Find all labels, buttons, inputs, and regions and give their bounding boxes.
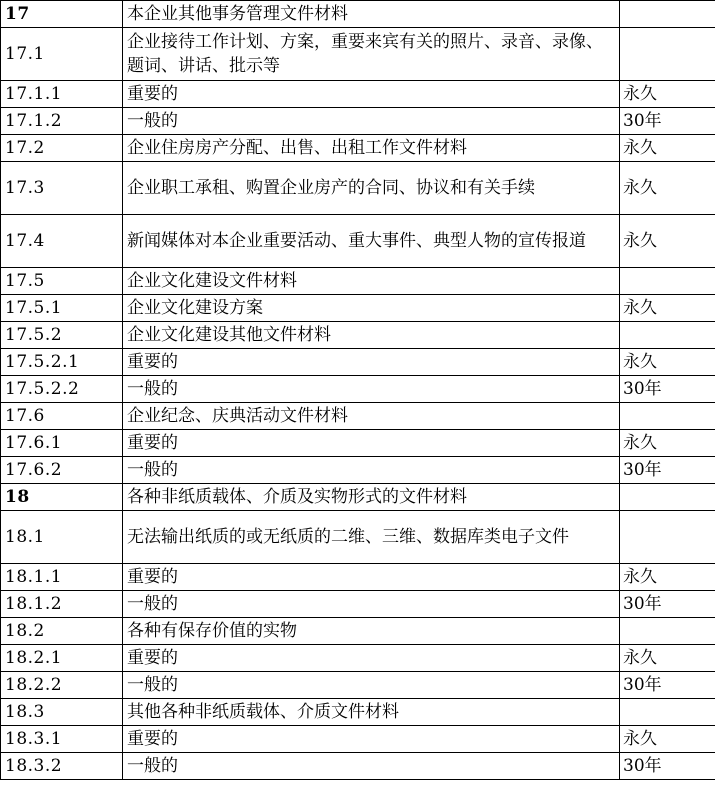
item-code-cell: 17.1.2 <box>1 108 123 135</box>
retention-period-cell: 永久 <box>620 645 715 672</box>
retention-period-cell: 30年 <box>620 376 715 403</box>
table-row <box>1 349 715 376</box>
item-content-cell: 一般的 <box>123 753 620 780</box>
item-code-cell: 18 <box>1 484 123 511</box>
retention-period-cell: 30年 <box>620 457 715 484</box>
item-content-cell: 各种有保存价值的实物 <box>123 618 620 645</box>
retention-period-cell <box>620 484 715 511</box>
table-row <box>1 511 715 564</box>
table-row <box>1 753 715 780</box>
item-content-cell: 企业文化建设方案 <box>123 295 620 322</box>
retention-period-cell <box>620 268 715 295</box>
table-row <box>1 484 715 511</box>
retention-period-cell <box>620 511 715 564</box>
retention-period-cell: 30年 <box>620 672 715 699</box>
retention-period-cell: 永久 <box>620 430 715 457</box>
item-content-cell: 新闻媒体对本企业重要活动、重大事件、典型人物的宣传报道 <box>123 215 620 268</box>
item-code-cell: 18.2.2 <box>1 672 123 699</box>
item-content-cell: 一般的 <box>123 672 620 699</box>
table-row <box>1 457 715 484</box>
table-row <box>1 564 715 591</box>
retention-period-cell <box>620 28 715 81</box>
item-content-cell: 其他各种非纸质载体、介质文件材料 <box>123 699 620 726</box>
item-code-cell: 18.2 <box>1 618 123 645</box>
retention-period-cell <box>620 322 715 349</box>
item-content-cell: 重要的 <box>123 349 620 376</box>
item-code-cell: 18.1.2 <box>1 591 123 618</box>
item-content-cell: 企业住房房产分配、出售、出租工作文件材料 <box>123 135 620 162</box>
item-content-cell: 重要的 <box>123 645 620 672</box>
item-code-cell: 17.6.2 <box>1 457 123 484</box>
item-code-cell: 17.3 <box>1 162 123 215</box>
item-code-cell: 17.5.2.2 <box>1 376 123 403</box>
item-code-cell: 17 <box>1 1 123 28</box>
item-content-cell: 企业纪念、庆典活动文件材料 <box>123 403 620 430</box>
item-content-cell: 重要的 <box>123 430 620 457</box>
item-content-cell: 一般的 <box>123 376 620 403</box>
table-row <box>1 403 715 430</box>
table-body <box>1 1 715 780</box>
table-row <box>1 322 715 349</box>
item-content-cell: 一般的 <box>123 457 620 484</box>
table-row <box>1 699 715 726</box>
retention-period-cell <box>620 699 715 726</box>
table-row <box>1 215 715 268</box>
item-code-cell: 17.6 <box>1 403 123 430</box>
table-row <box>1 591 715 618</box>
table-row <box>1 28 715 81</box>
table-row <box>1 618 715 645</box>
item-content-cell: 企业职工承租、购置企业房产的合同、协议和有关手续 <box>123 162 620 215</box>
item-content-cell: 一般的 <box>123 591 620 618</box>
item-code-cell: 18.1 <box>1 511 123 564</box>
table-row <box>1 162 715 215</box>
retention-period-cell: 永久 <box>620 81 715 108</box>
retention-period-cell <box>620 1 715 28</box>
item-content-cell: 重要的 <box>123 81 620 108</box>
item-content-cell: 重要的 <box>123 726 620 753</box>
item-code-cell: 18.1.1 <box>1 564 123 591</box>
retention-period-cell: 永久 <box>620 162 715 215</box>
item-code-cell: 17.5 <box>1 268 123 295</box>
table-row <box>1 108 715 135</box>
retention-period-cell: 30年 <box>620 753 715 780</box>
table-row <box>1 430 715 457</box>
item-content-cell: 企业文化建设其他文件材料 <box>123 322 620 349</box>
item-code-cell: 17.5.2 <box>1 322 123 349</box>
table-row <box>1 672 715 699</box>
retention-period-cell: 永久 <box>620 564 715 591</box>
retention-period-cell: 永久 <box>620 726 715 753</box>
retention-period-cell: 永久 <box>620 135 715 162</box>
item-code-cell: 17.2 <box>1 135 123 162</box>
table-row <box>1 295 715 322</box>
item-code-cell: 17.6.1 <box>1 430 123 457</box>
item-code-cell: 17.5.2.1 <box>1 349 123 376</box>
table-row <box>1 1 715 28</box>
item-code-cell: 18.3 <box>1 699 123 726</box>
item-content-cell: 无法输出纸质的或无纸质的二维、三维、数据库类电子文件 <box>123 511 620 564</box>
table-row <box>1 268 715 295</box>
retention-period-cell: 永久 <box>620 349 715 376</box>
item-code-cell: 17.1.1 <box>1 81 123 108</box>
item-content-cell: 企业接待工作计划、方案，重要来宾有关的照片、录音、录像、题词、讲话、批示等 <box>123 28 620 81</box>
retention-period-cell: 永久 <box>620 295 715 322</box>
item-content-cell: 企业文化建设文件材料 <box>123 268 620 295</box>
item-content-cell: 各种非纸质载体、介质及实物形式的文件材料 <box>123 484 620 511</box>
item-content-cell: 重要的 <box>123 564 620 591</box>
item-code-cell: 17.1 <box>1 28 123 81</box>
item-content-cell: 本企业其他事务管理文件材料 <box>123 1 620 28</box>
retention-period-cell: 永久 <box>620 215 715 268</box>
table-row <box>1 135 715 162</box>
table-row <box>1 81 715 108</box>
item-content-cell: 一般的 <box>123 108 620 135</box>
item-code-cell: 17.5.1 <box>1 295 123 322</box>
item-code-cell: 18.3.1 <box>1 726 123 753</box>
table-row <box>1 645 715 672</box>
item-code-cell: 17.4 <box>1 215 123 268</box>
retention-period-cell <box>620 403 715 430</box>
table-row <box>1 376 715 403</box>
table-row <box>1 726 715 753</box>
retention-period-cell <box>620 618 715 645</box>
item-code-cell: 18.2.1 <box>1 645 123 672</box>
retention-period-cell: 30年 <box>620 108 715 135</box>
retention-period-cell: 30年 <box>620 591 715 618</box>
item-code-cell: 18.3.2 <box>1 753 123 780</box>
